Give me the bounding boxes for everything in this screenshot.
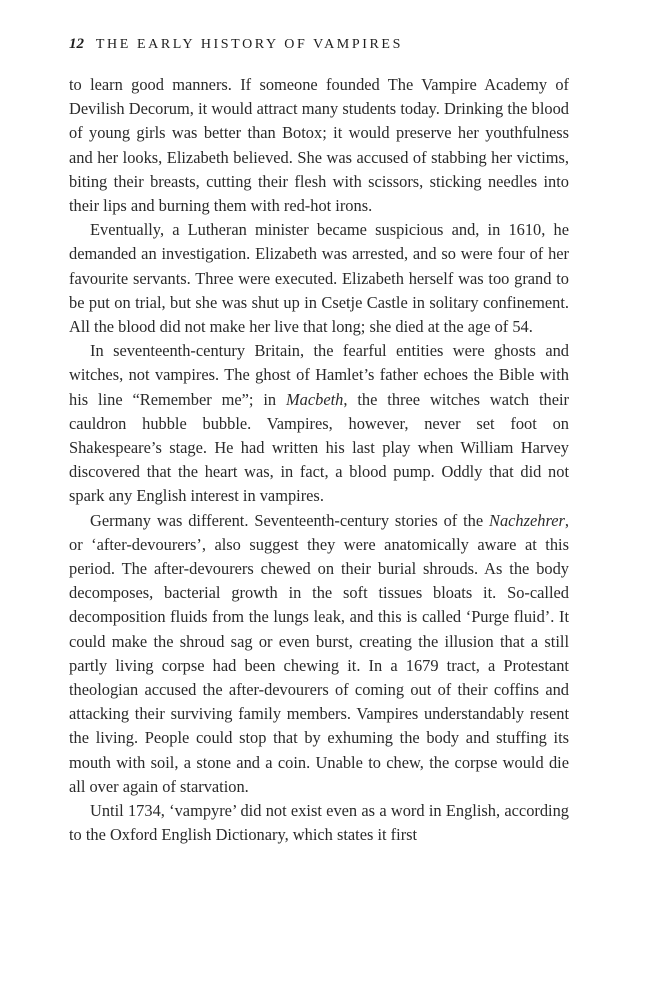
paragraph-1 [69,73,569,218]
paragraph-1-text-1: to learn good manners. If someone founded The Vampire Academy of Devilish Decorum, it would attract many students today. Drinking the blood of young girls was better than Botox; it would preserve her youthfulness and her looks, Elizabeth believed. She was accused of stabbing her victims, biting their breasts, cutting their flesh with scissors, sticking needles into their lips and burning them with red-hot irons. [69,75,569,216]
paragraph-3 [69,339,569,508]
body-text [69,73,569,848]
macbeth-title: Macbeth [286,389,344,409]
page-number: 12 [69,36,84,52]
paragraph-5-text-1: Until 1734, ‘vampyre’ did not exist even as a word in English, according to the Oxford English Dictionary, which states it first [69,801,569,845]
paragraph-2 [69,218,569,339]
running-head-title: THE EARLY HISTORY OF VAMPIRES [95,37,403,52]
book-page [69,34,569,848]
paragraph-5 [69,799,569,847]
paragraph-2-text-1: Eventually, a Lutheran minister became suspicious and, in 1610, he demanded an investigation. Elizabeth was arrested, and so were four of her favourite servants. Three were executed. Elizabeth herself was too grand to be put on trial, but she was shut up in Csetje Castle in solitary confinement. All the blood did not make her live that long; she died at the age of 54. [69,220,569,337]
paragraph-3-text-1: In seventeenth-century Britain, the fearful entities were ghosts and witches, not vampires. The ghost of Hamlet’s father echoes the Bible with his line “Remember me”; in [69,341,569,409]
paragraph-3-text-2: , the three witches watch their cauldron hubble bubble. Vampires, however, never set foot on Shakespeare’s stage. He had written his last play when William Harvey discovered that the heart was, in fact, a blood pump. Oddly that did not spark any English interest in vampires. [69,389,569,506]
paragraph-4-text-1: Germany was different. Seventeenth-century stories of the [90,510,490,530]
paragraph-4 [69,509,569,799]
running-head [69,34,569,55]
paragraph-4-text-2: , or ‘after-devourers’, also suggest they were anatomically aware at this period. The after-devourers chewed on their burial shrouds. As the body decomposes, bacterial growth in the soft tissues bloats it. So-called decomposition fluids from the lungs leak, and this is called ‘Purge fluid’. It could make the shroud sag or even burst, creating the illusion that a still partly living corpse had been chewing it. In a 1679 tract, a Protestant theologian accused the after-devourers of coming out of their coffins and attacking their surviving family members. Vampires understandably resent the living. People could stop that by exhuming the body and stuffing its mouth with soil, a stone and a coin. Unable to chew, the corpse would die all over again of starvation. [69,510,569,796]
nachzehrer-term: Nachzehrer [489,510,565,530]
